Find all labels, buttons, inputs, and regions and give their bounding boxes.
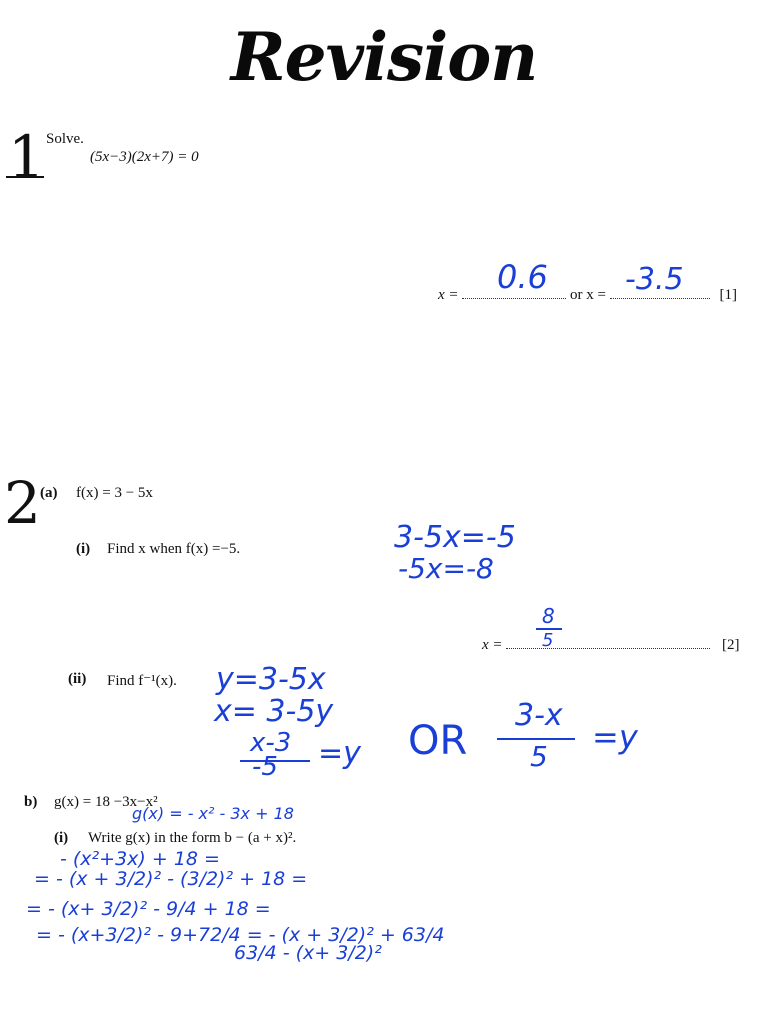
q2-work-i-line1: 3-5x=-5 [394, 520, 516, 555]
q1-marks: [1] [719, 287, 737, 303]
q2-hand-answer-den: 5 [542, 630, 554, 651]
q2-work-ii-eq: =y [318, 736, 361, 771]
q1-equation: (5x−3)(2x+7) = 0 [90, 149, 199, 165]
q2-work-i-line2: -5x=-8 [398, 552, 494, 585]
q2-part-i-text: Find x when f(x) =−5. [107, 541, 241, 557]
question-number-underline [6, 176, 44, 178]
q2-work-b1: - (x²+3x) + 18 = [60, 848, 220, 870]
q2-work-ii-alt-num: 3-x [515, 698, 563, 733]
q1-hand-answer-2: -3.5 [625, 262, 684, 297]
q2-part-b-label: b) [24, 794, 38, 810]
page-title: Revision [230, 18, 538, 96]
q2-part-ii-label: (ii) [68, 671, 87, 687]
q2-work-ii-line1: y=3-5x [216, 662, 326, 697]
q2-part-a-label: (a) [40, 485, 58, 501]
q2-marks: [2] [722, 637, 740, 653]
q2-work-b4: = - (x+3/2)² - 9+72/4 = - (x + 3/2)² + 63/4 [36, 924, 445, 946]
question-number-2: 2 [4, 469, 41, 537]
q2-part-bi-label: (i) [54, 830, 69, 846]
q2-answer-lhs: x = [482, 637, 503, 653]
q2-work-b3: = - (x+ 3/2)² - 9/4 + 18 = [26, 898, 271, 920]
q2-work-ii-alt-eq: =y [592, 718, 638, 756]
answer-dots [506, 636, 710, 649]
q1-answer-line [438, 286, 737, 304]
q2-hand-answer-num: 8 [542, 604, 555, 628]
q2-part-bi-text: Write g(x) in the form b − (a + x)². [88, 830, 297, 846]
q2-part-i-label: (i) [76, 541, 91, 557]
q2-part-ii-text: Find f⁻¹(x). [107, 673, 177, 689]
q1-or-label: or x = [570, 287, 606, 303]
q2-work-ii-or: OR [408, 718, 468, 764]
question-number-1: 1 [8, 123, 45, 191]
q2-part-b-function: g(x) = 18 −3x−x² [54, 794, 158, 810]
q2-work-ii-line2: x= 3-5y [214, 694, 334, 729]
q1-prompt: Solve. [46, 131, 84, 147]
q1-answer-lhs: x = [438, 287, 459, 303]
q2-work-ii-frac-num: x-3 [250, 728, 292, 758]
q2-work-b5: 63/4 - (x+ 3/2)² [234, 942, 382, 964]
q2-work-ii-alt-den: 5 [530, 740, 548, 773]
q2-part-b-hand: g(x) = - x² - 3x + 18 [132, 804, 294, 823]
q2-work-b2: = - (x + 3/2)² - (3/2)² + 18 = [34, 868, 308, 890]
q2-part-a-function: f(x) = 3 − 5x [76, 485, 153, 501]
q2-answer-line [482, 636, 740, 654]
q2-work-ii-frac-den: -5 [252, 752, 278, 782]
q1-hand-answer-1: 0.6 [497, 258, 548, 296]
